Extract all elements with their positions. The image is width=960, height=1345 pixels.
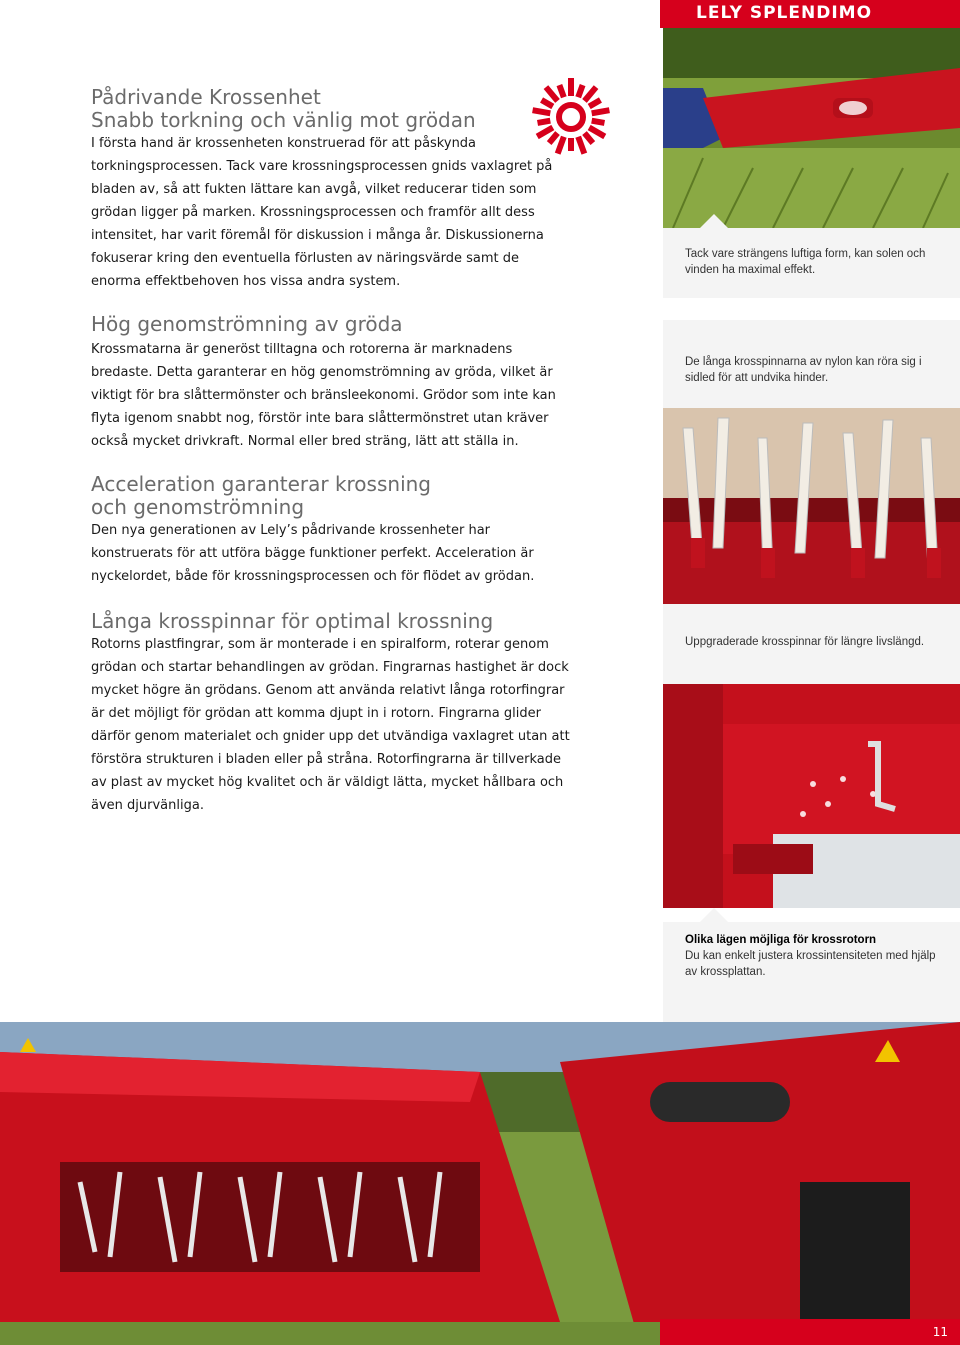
section-langa-krosspinnar xyxy=(91,610,571,817)
section-body: Rotorns plastfingrar, som är monterade i en spiralform, roterar genom grödan och startar behandlingen av grödan. Fingrarnas hastighet är dock mycket högre än grödans. Genom att använda relativt långa rotorfingrar är det möjligt för grödan att komma djupt in i rotorn. Fingrarna glider därför genom materialet och gnider upp det utvändiga vaxlagret utan att förstöra strukturen i bladen eller på stråna. Rotorfingrarna är tillverkade av plast av mycket hög kvalitet och är väldigt lätta, mycket hållbara och även djurvänliga. xyxy=(91,637,570,813)
caption-2: De långa krosspinnarna av nylon kan röra sig i sidled för att undvika hinder. xyxy=(663,320,960,408)
section-heading: Pådrivande Krossenhet Snabb torkning och vänlig mot grödan xyxy=(91,85,476,132)
brand-title: LELY SPLENDIMO xyxy=(660,0,960,28)
caption-3: Uppgraderade krosspinnar för längre livslängd. xyxy=(663,604,960,684)
logo-ray xyxy=(591,107,610,116)
photo-mower-field xyxy=(663,28,960,228)
caption-4 xyxy=(663,922,960,1022)
photo-rotor-fingers xyxy=(663,408,960,604)
section-body: I första hand är krossenheten konstruerad för att påskynda torkningsprocessen. Tack vare krossningsprocessen gnids vaxlagret på bladen av, så att fukten lättare kan avgå, vilket reducerar tiden som grödan ligger på marken. Krossningsprocessen och framför allt dess intensitet, har varit föremål för diskussion i många år. Diskussionerna fokuserar kring den eventuella förlusten av näringsvärde samt de enorma effektbehoven hos vissa andra system. xyxy=(91,136,553,289)
page-number: 11 xyxy=(660,1319,960,1345)
logo-ray xyxy=(575,84,585,98)
section-body: Den nya generationen av Lely’s pådrivande krossenheter har konstruerats för att utföra bägge funktioner perfekt. Acceleration är nyckelordet, både för krossningsprocessen och för flödet av grödan. xyxy=(91,523,535,584)
section-body: Krossmatarna är generöst tilltagna och rotorerna är marknadens bredaste. Detta garanterar en hög genomströmning av gröda, vilket är viktigt för bra slåttermönster och bränsleekonomi. Grödor som inte kan flyta igenom snabbt nog, förstör inte bara slåttermönstret utan kräver också mycket drivkraft. Normal eller bred sträng, lätt att ställa in. xyxy=(91,342,556,449)
section-heading: Hög genomströmning av gröda xyxy=(91,312,403,336)
caption-body: Du kan enkelt justera krossintensiteten med hjälp av krossplattan. xyxy=(685,950,936,978)
section-heading: Långa krosspinnar för optimal krossning xyxy=(91,609,494,633)
photo-mower-unit-side xyxy=(0,1022,960,1345)
photo-crushing-plate xyxy=(663,684,960,908)
caption-1: Tack vare strängens luftiga form, kan solen och vinden ha maximal effekt. xyxy=(663,228,960,298)
section-acceleration xyxy=(91,473,571,588)
logo-ray xyxy=(591,118,605,126)
caption-title: Olika lägen möjliga för krossrotorn xyxy=(685,934,877,946)
caption-pointer xyxy=(700,214,728,228)
section-hog-genomstromning xyxy=(91,313,571,453)
section-heading: Acceleration garanterar krossning och genomströmning xyxy=(91,472,431,519)
section-padrivande-krossenhet xyxy=(91,86,571,293)
caption-pointer xyxy=(700,908,728,922)
